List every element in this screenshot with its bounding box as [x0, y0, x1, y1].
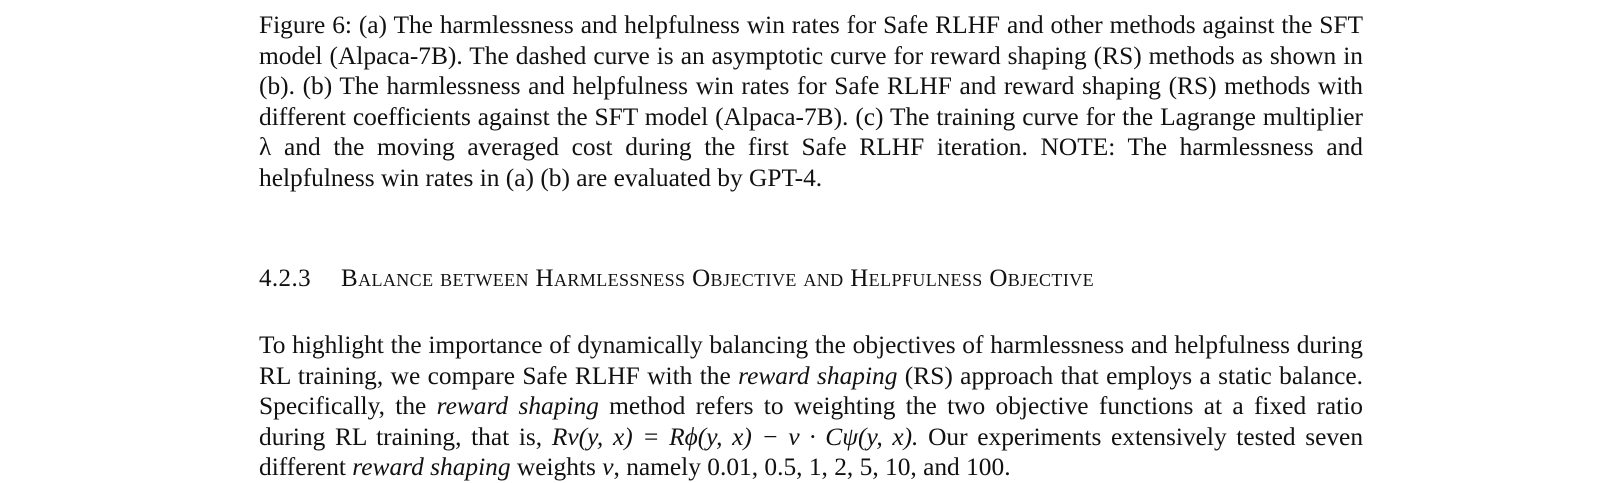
inline-symbol: ν [602, 453, 614, 481]
body-text-segment: , namely 0.01, 0.5, 1, 2, 5, 10, and 100. [613, 453, 1011, 481]
body-text-segment: method refers to weighting the two objective functions at a fixed ratio during RL training, that is, [259, 392, 1363, 451]
section-number: 4.2.3 [259, 265, 311, 292]
figure-caption: Figure 6: (a) The harmlessness and helpfulness win rates for Safe RLHF and other methods against the SFT model (Alpaca-7B). The dashed curve is an asymptotic curve for reward shaping (RS) methods as shown in (b). (b) The harmlessness and helpfulness win rates for Safe RLHF and reward shaping (RS) methods with different coefficients against the SFT model (Alpaca-7B). (c) The training curve for the Lagrange multiplier λ and the moving averaged cost during the first Safe RLHF iteration. NOTE: The harmlessness and helpfulness win rates in (a) (b) are evaluated by GPT-4. [259, 11, 1363, 192]
inline-formula: Rν(y, x) = Rϕ(y, x) − ν · Cψ(y, x). [551, 422, 919, 451]
body-emphasis: reward shaping [436, 392, 599, 420]
paper-page [259, 10, 1364, 481]
body-text-segment: weights [510, 453, 603, 481]
body-emphasis: reward shaping [352, 453, 511, 481]
body-paragraph [259, 330, 1363, 483]
section-title: Balance between Harmlessness Objective and Helpfulness Objective [341, 265, 1095, 292]
body-text-segment: (RS) approach that employs a static balance. Specifically, the [259, 361, 1363, 420]
body-text-segment: Our experiments extensively tested seven different [259, 422, 1364, 481]
body-text-segment: To highlight the importance of dynamically balancing the objectives of harmlessness and helpfulness during RL training, we compare Safe RLHF with the [259, 331, 1363, 390]
body-emphasis: reward shaping [738, 361, 898, 390]
section-heading [259, 264, 1363, 294]
